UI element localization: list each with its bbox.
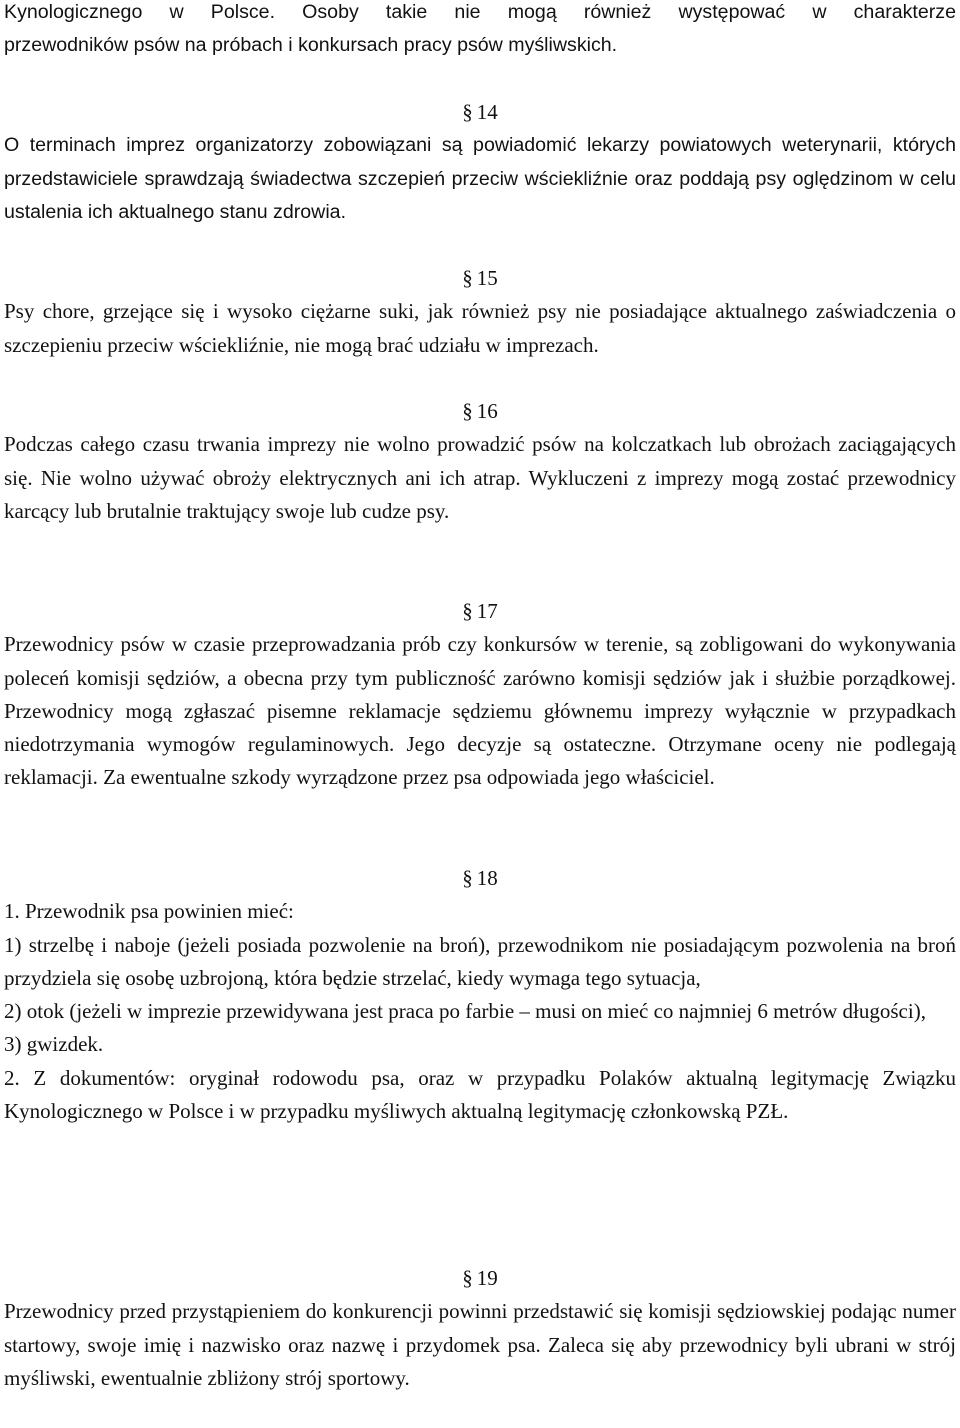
section-sign: §: [462, 1266, 473, 1290]
section-number: 14: [476, 100, 498, 124]
section-16: [4, 395, 956, 528]
section-heading: [4, 862, 956, 895]
section-paragraph: Psy chore, grzejące się i wysoko ciężarne suki, jak również psy nie posiadające aktualnego zaświadczenia o szczepieniu przeciw wściekliźnie, nie mogą brać udziału w imprezach.: [4, 299, 956, 357]
section-paragraph: 3) gwizdek.: [4, 1032, 104, 1057]
section-heading: [4, 262, 956, 295]
intro-paragraph: [4, 0, 956, 63]
section-paragraph: Przewodnicy przed przystąpieniem do konkurencji powinni przedstawić się komisji sędziowskiej podając numer startowy, swoje imię i nazwisko oraz nazwę i przydomek psa. Zaleca się aby przewodnicy byli ubrani w strój myśliwski, ewentualnie zbliżony strój sportowy.: [4, 1299, 956, 1390]
section-sign: §: [462, 399, 473, 423]
section-heading: [4, 595, 956, 628]
intro-line-1: Kynologicznego w Polsce. Osoby takie nie mogą również występować w charakterze: [4, 1, 956, 23]
section-sign: §: [462, 866, 473, 890]
section-paragraph: 1. Przewodnik psa powinien mieć:: [4, 899, 294, 924]
section-sign: §: [462, 100, 473, 124]
section-18: [4, 862, 956, 1128]
section-number: 15: [476, 266, 498, 290]
section-number: 16: [476, 399, 498, 423]
section-paragraph: O terminach imprez organizatorzy zobowiązani są powiadomić lekarzy powiatowych weterynarii, których przedstawiciele sprawdzają świadectwa szczepień przeciw wściekliźnie oraz poddają psy oględzinom w celu ustalenia ich aktualnego stanu zdrowia.: [4, 134, 956, 223]
section-15: [4, 262, 956, 362]
section-heading: [4, 395, 956, 428]
section-14: [4, 96, 956, 229]
section-paragraph: 2. Z dokumentów: oryginał rodowodu psa, oraz w przypadku Polaków aktualną legitymację Związku Kynologicznego w Polsce i w przypadku myśliwych aktualną legitymację członkowską PZŁ.: [4, 1065, 956, 1124]
section-sign: §: [462, 266, 473, 290]
section-number: 18: [476, 866, 498, 890]
section-heading: [4, 1262, 956, 1295]
section-heading: [4, 96, 956, 129]
section-sign: §: [462, 599, 473, 623]
section-17: [4, 595, 956, 795]
intro-line-2: przewodników psów na próbach i konkursach pracy psów myśliwskich.: [4, 34, 618, 57]
section-number: 19: [476, 1266, 498, 1290]
section-paragraph: 1) strzelbę i naboje (jeżeli posiada pozwolenie na broń), przewodnikom nie posiadającym pozwolenia na broń przydziela się osobę uzbrojoną, która będzie strzelać, kiedy wymaga tego sytuacja,: [4, 932, 956, 990]
section-19: [4, 1262, 956, 1395]
section-paragraph: Przewodnicy psów w czasie przeprowadzania prób czy konkursów w terenie, są zobligowani do wykonywania poleceń komisji sędziów, a obecna przy tym publiczność zarówno komisji sędziów jak i służbie porządkowej. Przewodnicy mogą zgłaszać pisemne reklamacje sędziemu głównemu imprezy wyłącznie w przypadkach niedotrzymania wymogów regulaminowych. Jego decyzje są ostateczne. Otrzymane oceny nie podlegają reklamacji. Za ewentualne szkody wyrządzone przez psa odpowiada jego właściciel.: [4, 632, 956, 790]
section-paragraph: 2) otok (jeżeli w imprezie przewidywana jest praca po farbie – musi on mieć co najmniej 6 metrów długości),: [4, 999, 926, 1024]
section-number: 17: [476, 599, 498, 623]
section-paragraph: Podczas całego czasu trwania imprezy nie wolno prowadzić psów na kolczatkach lub obrożach zaciągających się. Nie wolno używać obroży elektrycznych ani ich atrap. Wykluczeni z imprezy mogą zostać przewodnicy karcący lub brutalnie traktujący swoje lub cudze psy.: [4, 432, 956, 523]
